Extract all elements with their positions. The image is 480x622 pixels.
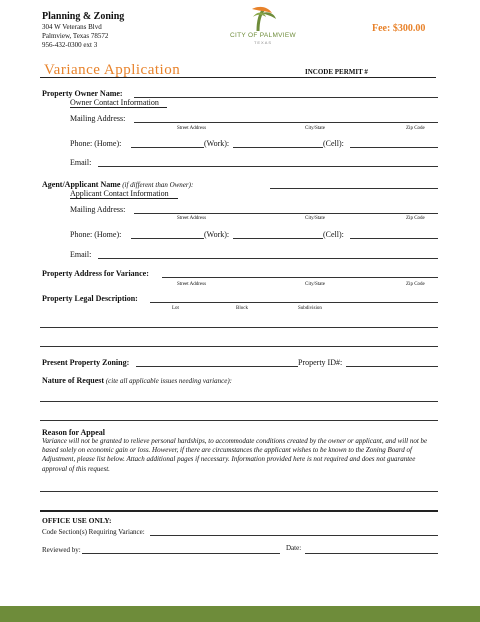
nature-label-note: (cite all applicable issues needing variance): [104, 377, 232, 385]
agent-zip-caption: Zip Code [406, 216, 425, 221]
date-label: Date: [286, 544, 302, 552]
agent-phone-work-field[interactable] [233, 238, 323, 239]
agent-email-label: Email: [70, 250, 92, 259]
title-underline [40, 77, 436, 78]
nature-line-2[interactable] [40, 420, 438, 421]
incode-permit-label: INCODE PERMIT # [305, 68, 368, 76]
code-section-label: Code Section(s) Requiring Variance: [42, 528, 145, 536]
footer-bar [0, 606, 480, 622]
lot-caption: Lot [172, 306, 179, 311]
page-title: Variance Application [44, 62, 181, 78]
agent-phone-cell-label: (Cell): [323, 230, 344, 239]
date-field[interactable] [305, 553, 438, 554]
owner-mailing-field[interactable] [134, 122, 438, 123]
agent-mailing-field[interactable] [134, 213, 438, 214]
agent-contact-underline [70, 198, 178, 199]
agent-phone-cell-field[interactable] [350, 238, 438, 239]
property-zip-caption: Zip Code [406, 282, 425, 287]
property-address-field[interactable] [162, 277, 438, 278]
owner-phone-home-label: Phone: (Home): [70, 139, 122, 148]
reviewed-by-field[interactable] [82, 553, 280, 554]
agent-label-note: (if different than Owner): [120, 181, 194, 189]
owner-mailing-label: Mailing Address: [70, 114, 126, 123]
owner-phone-home-field[interactable] [131, 147, 204, 148]
address-line-2: Palmview, Texas 78572 [42, 32, 109, 40]
city-logo [222, 5, 302, 51]
reviewed-by-label: Reviewed by: [42, 546, 81, 554]
nature-of-request-label [42, 376, 232, 386]
fee-amount: Fee: $300.00 [372, 23, 426, 34]
agent-contact-heading: Applicant Contact Information [70, 189, 169, 198]
agent-street-caption: Street Address [177, 216, 207, 221]
agent-citystate-caption: City/State [305, 216, 325, 221]
palm-logo-icon [222, 5, 302, 33]
agent-mailing-label: Mailing Address: [70, 205, 126, 214]
owner-contact-underline [70, 107, 167, 108]
agent-email-field[interactable] [98, 258, 438, 259]
owner-phone-cell-label: (Cell): [323, 139, 344, 148]
agent-phone-work-label: (Work): [204, 230, 230, 239]
agent-label-text: Agent/Applicant Name [42, 180, 121, 189]
logo-subtext: TEXAS [253, 40, 273, 45]
owner-contact-heading: Owner Contact Information [70, 98, 159, 107]
property-id-label: Property ID#: [298, 358, 343, 367]
owner-zip-caption: Zip Code [406, 126, 425, 131]
agent-phone-home-label: Phone: (Home): [70, 230, 122, 239]
owner-street-caption: Street Address [177, 126, 207, 131]
owner-phone-work-field[interactable] [233, 147, 323, 148]
legal-extra-line-2[interactable] [40, 346, 438, 347]
property-citystate-caption: City/State [305, 282, 325, 287]
property-address-label: Property Address for Variance: [42, 269, 149, 278]
property-owner-label: Property Owner Name: [42, 89, 123, 98]
legal-extra-line-1[interactable] [40, 327, 438, 328]
agent-name-field[interactable] [270, 188, 438, 189]
appeal-instructions: Variance will not be granted to relieve personal hardships, to accommodate conditions created by the owner or applicant, and will not be based solely on economic gain or loss. However, if there are circumstances the applicant wishes to be known to the Zoning Board of Adjustment, please list below. Attach additional pages if necessary. Information provided here is not required and does not guarantee approval of this request. [42, 437, 428, 473]
office-divider [40, 510, 438, 512]
department-name: Planning & Zoning [42, 11, 125, 22]
property-id-field[interactable] [346, 366, 438, 367]
legal-description-label: Property Legal Description: [42, 294, 138, 303]
reason-for-appeal-heading: Reason for Appeal [42, 428, 105, 437]
owner-name-field[interactable] [134, 97, 438, 98]
block-caption: Block [236, 306, 248, 311]
property-street-caption: Street Address [177, 282, 207, 287]
owner-email-label: Email: [70, 158, 92, 167]
agent-phone-home-field[interactable] [131, 238, 204, 239]
nature-line-1[interactable] [40, 401, 438, 402]
office-use-heading: OFFICE USE ONLY: [42, 516, 112, 525]
owner-email-field[interactable] [98, 166, 438, 167]
address-line-1: 304 W Veterans Blvd [42, 23, 102, 31]
nature-label-text: Nature of Request [42, 376, 105, 385]
subdivision-caption: Subdivision [298, 306, 322, 311]
owner-phone-cell-field[interactable] [350, 147, 438, 148]
present-zoning-label: Present Property Zoning: [42, 358, 130, 367]
owner-citystate-caption: City/State [305, 126, 325, 131]
logo-text: CITY OF PALMVIEW [230, 32, 296, 39]
appeal-line-1[interactable] [40, 491, 438, 492]
present-zoning-field[interactable] [136, 366, 298, 367]
owner-phone-work-label: (Work): [204, 139, 230, 148]
office-phone: 956-432-0300 ext 3 [42, 41, 98, 49]
code-section-field[interactable] [150, 535, 438, 536]
legal-description-field[interactable] [150, 302, 438, 303]
